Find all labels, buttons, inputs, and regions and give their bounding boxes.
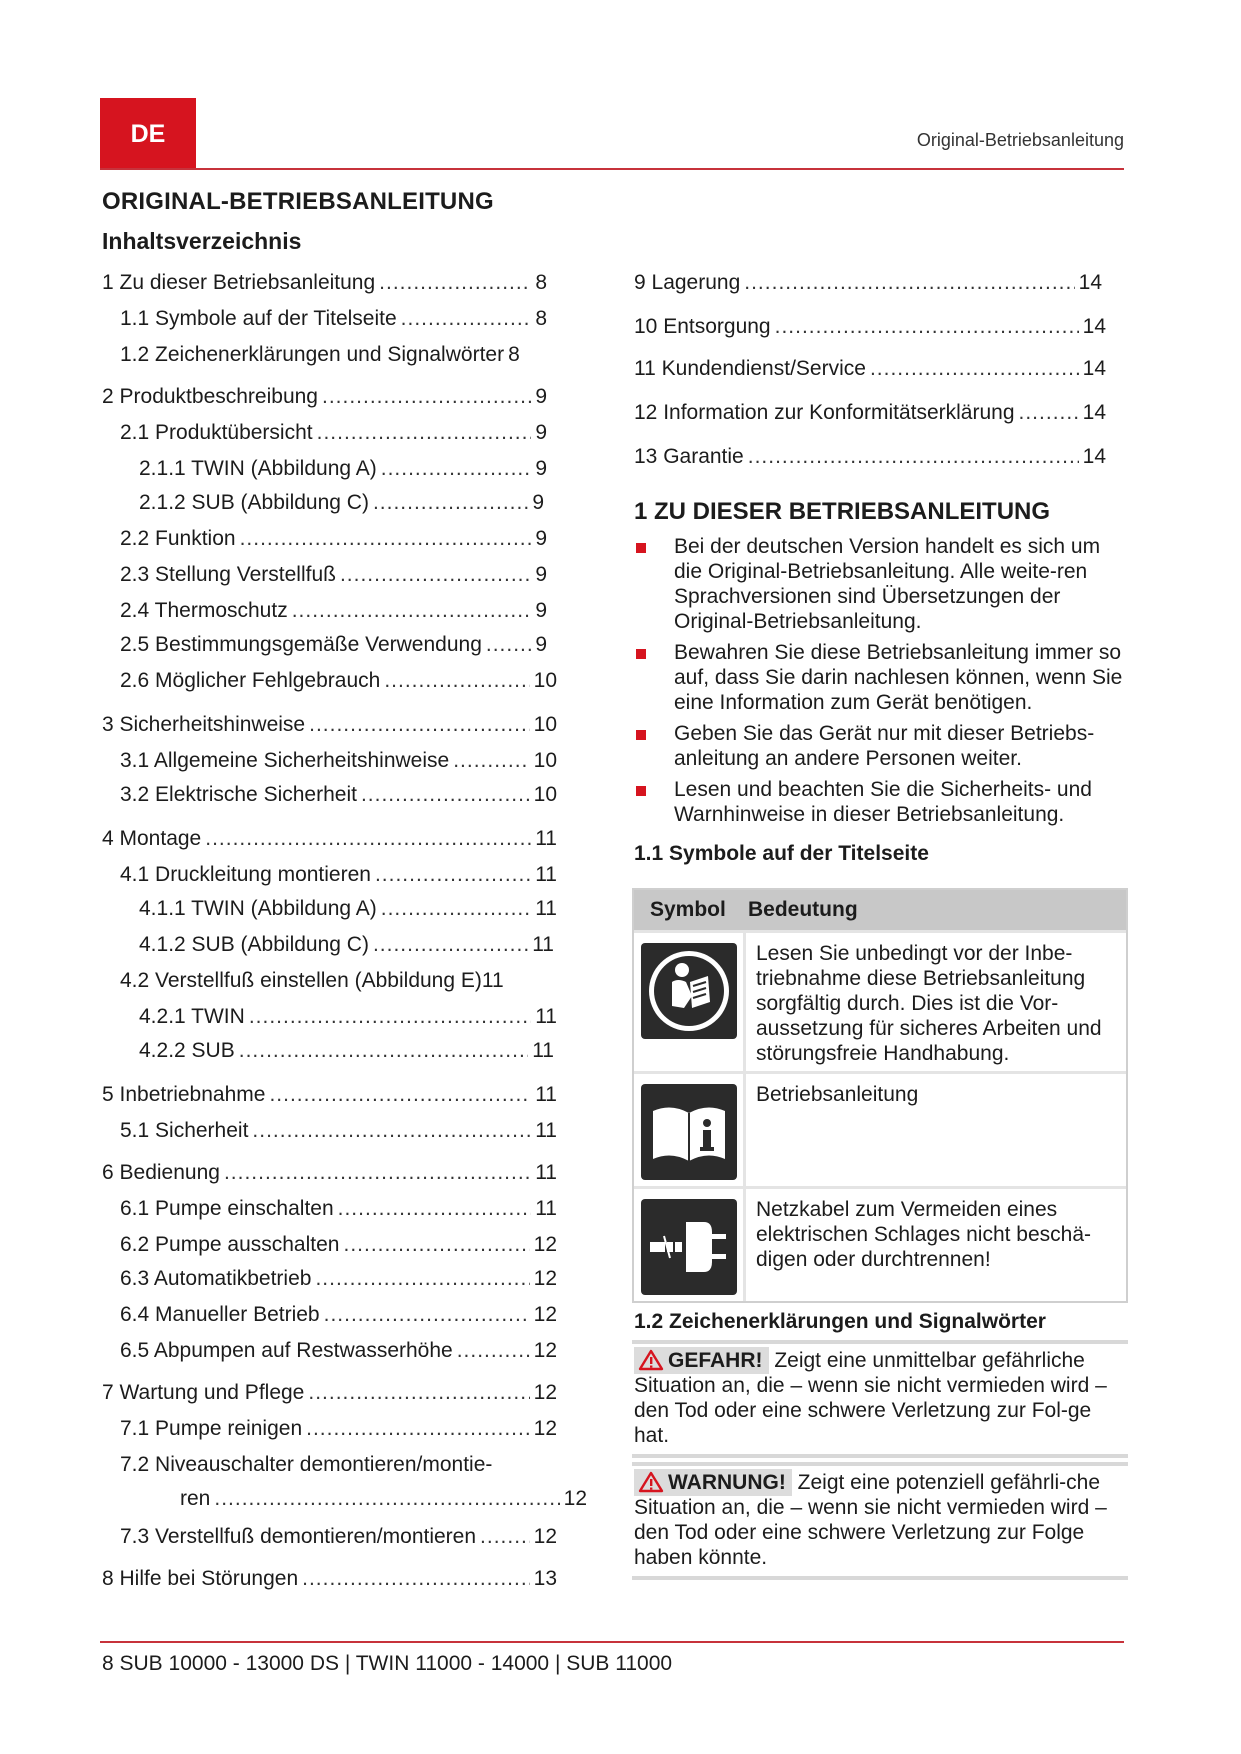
toc-entry[interactable]: 10 Entsorgung ..... 14 [634,314,1106,340]
toc-entry[interactable]: 2.6 Möglicher Fehlgebrauch ..... 10 [120,668,557,694]
toc-entry[interactable]: 4.1 Druckleitung montieren ..... 11 [120,862,557,888]
list-item: Geben Sie das Gerät nur mit dieser Betriebs-anleitung an andere Personen weiter. [634,721,1124,771]
toc-entry[interactable]: 3.2 Elektrische Sicherheit ..... 10 [120,782,557,808]
header-title: Original-Betriebsanleitung [916,130,1124,150]
toc-entry[interactable]: 1 Zu dieser Betriebsanleitung ..... 8 [102,270,547,296]
toc-entry[interactable]: 9 Lagerung ..... 14 [634,270,1102,296]
subsection-heading: 1.1 Symbole auf der Titelseite [634,842,929,865]
damaged-cable-icon [641,1199,737,1295]
toc-entry[interactable]: 4.2.1 TWIN ..... 11 [139,1004,557,1030]
bullet-square-icon [636,730,646,740]
toc-entry[interactable]: 2.1.1 TWIN (Abbildung A) ..... 9 [139,456,547,482]
warning-triangle-icon [638,1349,664,1371]
toc-entry-line1: 7.2 Niveauschalter demontieren/montie- [120,1453,493,1476]
warning-triangle-icon [638,1471,664,1493]
toc-entry[interactable]: 4.1.2 SUB (Abbildung C) ..... 11 [139,932,554,958]
toc-entry[interactable]: 1.2 Zeichenerklärungen und Signalwörter 8 [120,343,520,366]
column-header-symbol: Symbol [650,898,726,921]
toc-entry[interactable]: 6.4 Manueller Betrieb ..... 12 [120,1302,557,1328]
list-item: Bei der deutschen Version handelt es sich um die Original-Betriebsanleitung. Alle weite-ren Sprachversionen sind Übersetzungen der Original-Betriebsanleitung. [634,534,1124,634]
toc-entry[interactable]: 6.5 Abpumpen auf Restwasserhöhe ..... 12 [120,1338,557,1364]
table-row [634,1186,1126,1301]
toc-entry[interactable]: 3 Sicherheitshinweise ..... 10 [102,712,557,738]
list-item: Bewahren Sie diese Betriebsanleitung immer so auf, dass Sie darin nachlesen können, wenn Sie eine Information zum Gerät benötigen. [634,640,1124,715]
toc-entry[interactable]: 2.3 Stellung Verstellfuß ..... 9 [120,562,547,588]
symbol-cell [634,1189,746,1301]
toc-entry[interactable]: 2.4 Thermoschutz ..... 9 [120,598,547,624]
table-row [634,1071,1126,1186]
table-header [634,890,1126,930]
header-divider [100,168,1124,170]
toc-entry[interactable]: 5 Inbetriebnahme ..... 11 [102,1082,557,1108]
bullet-square-icon [636,649,646,659]
subsection-heading: 1.2 Zeichenerklärungen und Signalwörter [634,1310,1046,1333]
toc-entry[interactable]: 12 Information zur Konformitätserklärung ..... 14 [634,400,1106,426]
toc-entry[interactable]: 2.1.2 SUB (Abbildung C) ..... 9 [139,490,544,516]
toc-entry[interactable]: 4.1.1 TWIN (Abbildung A) ..... 11 [139,896,557,922]
toc-entry[interactable]: 7.3 Verstellfuß demontieren/montieren ..... 12 [120,1524,557,1550]
column-header-meaning: Bedeutung [748,898,858,921]
toc-heading: Inhaltsverzeichnis [102,228,302,254]
footer-divider [100,1641,1124,1643]
toc-entry[interactable]: 2.2 Funktion ..... 9 [120,526,547,552]
symbol-cell [634,933,746,1071]
toc-entry[interactable]: 7.1 Pumpe reinigen ..... 12 [120,1416,557,1442]
signal-word-tag: WARNUNG! [634,1469,792,1496]
symbol-table [632,888,1128,1303]
toc-entry[interactable]: 5.1 Sicherheit ..... 11 [120,1118,557,1144]
toc-entry[interactable]: 1.1 Symbole auf der Titelseite ..... 8 [120,306,547,332]
toc-entry[interactable]: 6.2 Pumpe ausschalten ..... 12 [120,1232,557,1258]
manual-info-icon [641,1084,737,1180]
toc-entry-line2: ren ..... 12 [120,1486,587,1512]
page-footer: 8 SUB 10000 - 13000 DS | TWIN 11000 - 14000 | SUB 11000 [102,1652,673,1675]
toc-entry[interactable]: 11 Kundendienst/Service ..... 14 [634,356,1106,382]
toc-entry[interactable]: 13 Garantie ..... 14 [634,444,1106,470]
toc-entry[interactable]: 4.2 Verstellfuß einstellen (Abbildung E) 11 [120,969,504,992]
meaning-cell: Netzkabel zum Vermeiden eines elektrischen Schlages nicht beschä-digen oder durchtrennen! [756,1198,1092,1271]
read-manual-icon [641,943,737,1039]
signal-word-box-danger: GEFAHR! Zeigt eine unmittelbar gefährliche Situation an, die – wenn sie nicht vermieden wird – den Tod oder eine schwere Verletzung zur Fol-ge hat. [632,1340,1128,1458]
toc-entry[interactable]: 2.5 Bestimmungsgemäße Verwendung ..... 9 [120,632,547,658]
toc-entry[interactable]: 4 Montage ..... 11 [102,826,557,852]
signal-word-tag: GEFAHR! [634,1347,769,1374]
toc-entry[interactable]: 3.1 Allgemeine Sicherheitshinweise ..... 10 [120,748,557,774]
document-title: ORIGINAL-BETRIEBSANLEITUNG [102,188,494,215]
meaning-cell: Lesen Sie unbedingt vor der Inbe-triebnahme diese Betriebsanleitung sorgfältig durch. Dies ist die Vor-aussetzung für sicheres Arbeiten und störungsfreie Handhabung. [756,942,1102,1065]
bullet-square-icon [636,543,646,553]
symbol-cell [634,1074,746,1186]
table-row [634,930,1126,1071]
meaning-cell: Betriebsanleitung [756,1083,919,1106]
list-item: Lesen und beachten Sie die Sicherheits- und Warnhinweise in dieser Betriebsanleitung. [634,777,1124,827]
toc-entry[interactable]: 8 Hilfe bei Störungen ..... 13 [102,1566,557,1592]
bullet-square-icon [636,786,646,796]
toc-entry[interactable]: 6.3 Automatikbetrieb ..... 12 [120,1266,557,1292]
toc-entry[interactable]: 7 Wartung und Pflege ..... 12 [102,1380,557,1406]
toc-entry[interactable]: 2.1 Produktübersicht ..... 9 [120,420,547,446]
toc-entry[interactable]: 6 Bedienung ..... 11 [102,1160,557,1186]
toc-entry[interactable] [120,1452,587,1512]
bullet-list [634,534,1124,833]
toc-entry[interactable]: 4.2.2 SUB ..... 11 [139,1038,554,1064]
language-tab: DE [100,98,196,170]
toc-entry[interactable]: 6.1 Pumpe einschalten ..... 11 [120,1196,557,1222]
signal-word-box-warning: WARNUNG! Zeigt eine potenziell gefährli-che Situation an, die – wenn sie nicht vermieden wird – den Tod oder eine schwere Verletzung zur Folge haben könnte. [632,1462,1128,1580]
toc-entry[interactable]: 2 Produktbeschreibung ..... 9 [102,384,547,410]
section-heading: 1 ZU DIESER BETRIEBSANLEITUNG [634,498,1051,525]
